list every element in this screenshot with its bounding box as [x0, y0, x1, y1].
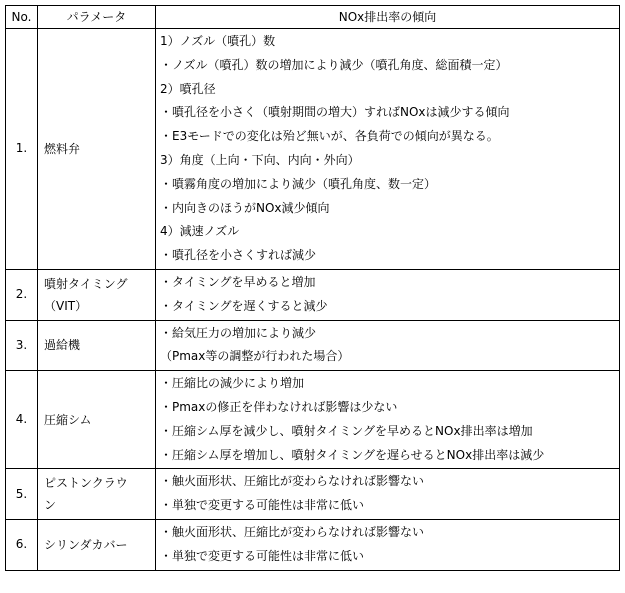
parameter-line: 噴射タイミング [44, 276, 128, 291]
row-number: 3. [6, 320, 38, 371]
table-row [6, 29, 620, 270]
trend-line: ・タイミングを早めると増加 [160, 274, 316, 289]
trend-line: ・触火面形状、圧縮比が変わらなければ影響ない [160, 474, 425, 489]
row-trend [156, 29, 620, 270]
table-row [6, 519, 620, 570]
parameter-line: ン [44, 498, 57, 513]
table-row [6, 269, 620, 320]
trend-line: ・Pmaxの修正を伴わなければ影響は少ない [160, 399, 398, 414]
nox-parameter-table [5, 5, 620, 571]
header-no: No. [6, 6, 38, 29]
row-parameter: 過給機 [38, 320, 156, 371]
row-parameter: シリンダカバー [38, 519, 156, 570]
trend-line: ・触火面形状、圧縮比が変わらなければ影響ない [160, 524, 425, 539]
trend-line: ・E3モードでの変化は殆ど無いが、各負荷での傾向が異なる。 [160, 129, 499, 144]
row-trend [156, 519, 620, 570]
parameter-line: ピストンクラウ [44, 476, 128, 491]
row-number: 6. [6, 519, 38, 570]
trend-line: ・噴孔径を小さくすれば減少 [160, 248, 317, 263]
trend-line: ・内向きのほうがNOx減少傾向 [160, 200, 330, 215]
table-row [6, 469, 620, 520]
trend-line: ・噴孔径を小さく（噴射期間の増大）すればNOxは減少する傾向 [160, 105, 510, 120]
trend-line: 3）角度（上向・下向、内向・外向） [160, 152, 360, 167]
trend-line: ・単独で変更する可能性は非常に低い [160, 548, 365, 563]
trend-line: 2）噴孔径 [160, 81, 216, 96]
trend-line: ・タイミングを遅くすると減少 [160, 298, 328, 313]
parameter-line: （VIT） [44, 298, 88, 313]
trend-line: ・単独で変更する可能性は非常に低い [160, 498, 365, 513]
trend-line: ・噴霧角度の増加により減少（噴孔角度、数一定） [160, 176, 437, 191]
trend-line: ・圧縮シム厚を減少し、噴射タイミングを早めるとNOx排出率は増加 [160, 423, 533, 438]
row-trend [156, 320, 620, 371]
table-header-row [6, 6, 620, 29]
row-number: 1. [6, 29, 38, 270]
trend-line: ・ノズル（噴孔）数の増加により減少（噴孔角度、総面積一定） [160, 57, 508, 72]
header-parameter: パラメータ [38, 6, 156, 29]
row-trend [156, 469, 620, 520]
row-number: 4. [6, 371, 38, 469]
trend-line: ・圧縮シム厚を増加し、噴射タイミングを遅らせるとNOx排出率は減少 [160, 447, 545, 462]
row-parameter: 燃料弁 [38, 29, 156, 270]
row-trend [156, 371, 620, 469]
trend-line: 1）ノズル（噴孔）数 [160, 34, 276, 48]
row-number: 2. [6, 269, 38, 320]
trend-line: （Pmax等の調整が行われた場合） [160, 349, 350, 364]
row-parameter: 圧縮シム [38, 371, 156, 469]
table-row [6, 320, 620, 371]
row-number: 5. [6, 469, 38, 520]
trend-line: ・圧縮比の減少により増加 [160, 376, 305, 391]
table-row [6, 371, 620, 469]
header-nox-trend: NOx排出率の傾向 [156, 6, 620, 29]
trend-line: ・給気圧力の増加により減少 [160, 325, 317, 340]
trend-line: 4）減速ノズル [160, 224, 240, 239]
row-parameter [38, 469, 156, 520]
row-trend [156, 269, 620, 320]
row-parameter [38, 269, 156, 320]
